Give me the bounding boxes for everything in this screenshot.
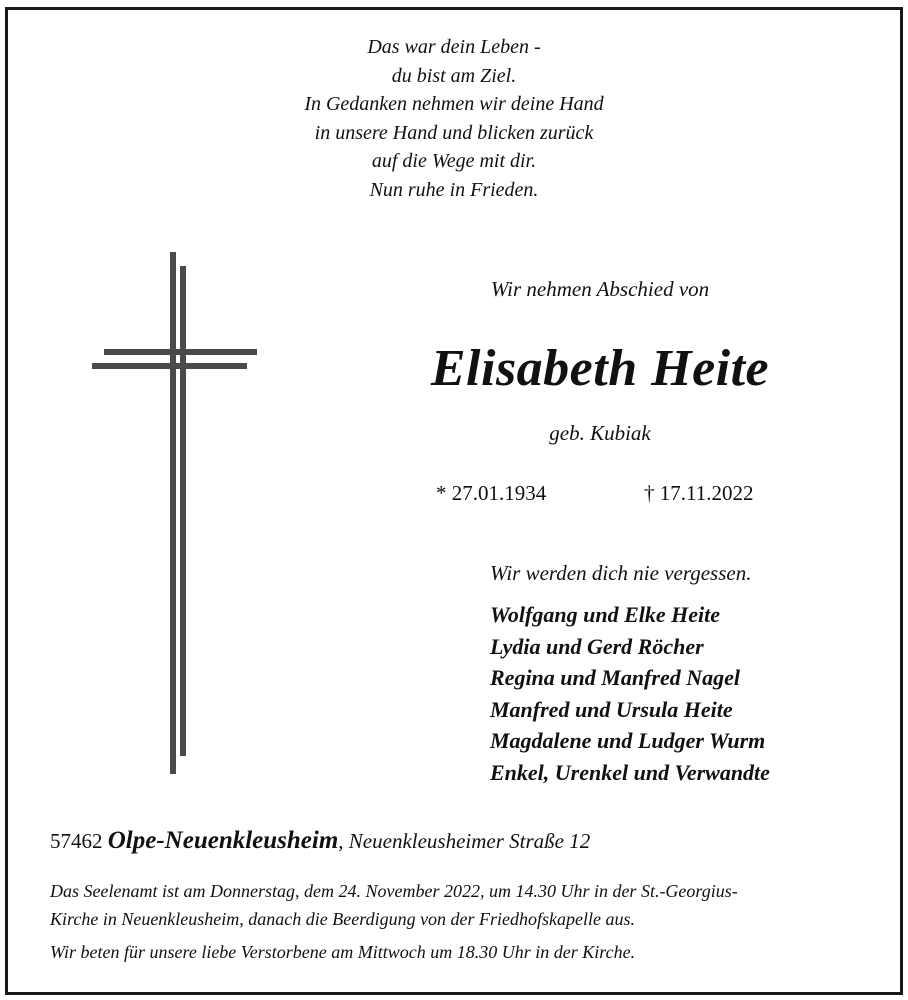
deceased-name: Elisabeth Heite bbox=[430, 340, 770, 397]
mourner-entry: Regina und Manfred Nagel bbox=[490, 665, 740, 691]
cross-icon bbox=[88, 252, 260, 776]
service-info-line: Das Seelenamt ist am Donnerstag, dem 24. November 2022, um 14.30 Uhr in der St.-Georgius- bbox=[50, 881, 738, 901]
address-separator: , bbox=[338, 829, 344, 853]
poem-line: in unsere Hand und blicken zurück bbox=[314, 121, 594, 144]
address-street: Neuenkleusheimer Straße 12 bbox=[348, 829, 591, 853]
life-dates bbox=[380, 481, 820, 509]
poem bbox=[0, 33, 908, 204]
family-address bbox=[50, 827, 590, 855]
mourner-entry: Wolfgang und Elke Heite bbox=[490, 602, 720, 627]
poem-line: auf die Wege mit dir. bbox=[371, 150, 537, 172]
never-forget-line: Wir werden dich nie vergessen. bbox=[490, 561, 752, 585]
birth-name: geb. Kubiak bbox=[549, 421, 651, 445]
poem-line: Das war dein Leben - bbox=[367, 36, 541, 58]
birth-date: * 27.01.1934 bbox=[436, 481, 547, 505]
prayer-info-line: Wir beten für unsere liebe Verstorbene am Mittwoch um 18.30 Uhr in der Kirche. bbox=[50, 942, 636, 962]
address-zip: 57462 bbox=[50, 829, 103, 853]
mourner-entry: Manfred und Ursula Heite bbox=[490, 696, 733, 722]
poem-line: Nun ruhe in Frieden. bbox=[369, 178, 539, 201]
mourner-entry: Lydia und Gerd Röcher bbox=[490, 633, 704, 659]
address-city: Olpe-Neuenkleusheim bbox=[107, 827, 339, 854]
poem-line: du bist am Ziel. bbox=[391, 64, 517, 87]
service-info-line: Kirche in Neuenkleusheim, danach die Beerdigung von der Friedhofskapelle aus. bbox=[50, 909, 636, 929]
death-date: † 17.11.2022 bbox=[644, 481, 754, 505]
mourner-entry: Magdalene und Ludger Wurm bbox=[490, 728, 766, 754]
mourner-entry: Enkel, Urenkel und Verwandte bbox=[490, 759, 770, 785]
farewell-intro: Wir nehmen Abschied von bbox=[490, 277, 710, 301]
service-info bbox=[50, 877, 870, 966]
poem-line: In Gedanken nehmen wir deine Hand bbox=[304, 93, 604, 115]
mourners-list bbox=[490, 599, 770, 789]
